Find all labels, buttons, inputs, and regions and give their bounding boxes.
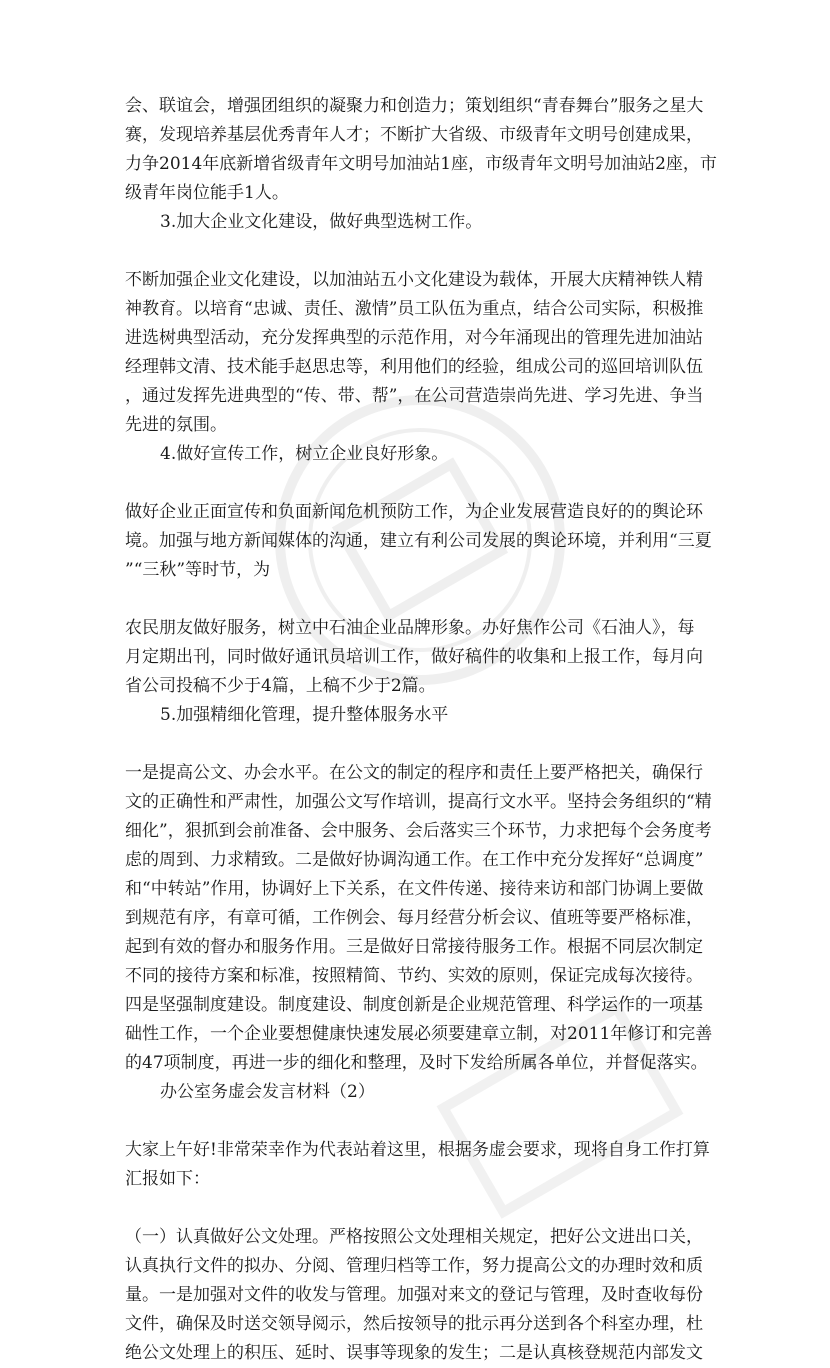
text-line: 四是坚强制度建设。制度建设、制度创新是企业规范管理、科学运作的一项基	[125, 995, 703, 1015]
text-line: 先进的氛围。	[125, 415, 227, 435]
paragraph-gap	[125, 585, 715, 614]
text-line: 文的正确性和严肃性，加强公文写作培训，提高行文水平。坚持会务组织的“精	[125, 792, 712, 812]
text-line: 进选树典型活动，充分发挥典型的示范作用，对今年涌现出的管理先进加油站	[125, 328, 703, 348]
paragraph-gap	[125, 237, 715, 266]
section-heading: 4.做好宣传工作，树立企业良好形象。	[160, 444, 449, 464]
section-heading: 办公室务虚会发言材料（2）	[160, 1082, 375, 1102]
paragraph-gap	[125, 730, 715, 759]
text-line: （一）认真做好公文处理。严格按照公文处理相关规定，把好公文进出口关，	[125, 1227, 703, 1247]
text-line: 不断加强企业文化建设，以加油站五小文化建设为载体，开展大庆精神铁人精	[125, 270, 703, 290]
text-line: 文件，确保及时送交领导阅示，然后按领导的批示再分送到各个科室办理，杜	[125, 1314, 703, 1334]
text-line: 一是提高公文、办会水平。在公文的制定的程序和责任上要严格把关，确保行	[125, 763, 703, 783]
text-line: 认真执行文件的拟办、分阅、管理归档等工作，努力提高公文的办理时效和质	[125, 1256, 703, 1276]
text-line: 会、联谊会，增强团组织的凝聚力和创造力；策划组织“青春舞台”服务之星大	[125, 96, 704, 116]
text-line: 赛，发现培养基层优秀青年人才；不断扩大省级、市级青年文明号创建成果，	[125, 125, 703, 145]
text-line: 农民朋友做好服务，树立中石油企业品牌形象。办好焦作公司《石油人》，每	[125, 618, 695, 638]
text-line: 境。加强与地方新闻媒体的沟通，建立有利公司发展的舆论环境，并利用“三夏	[125, 531, 712, 551]
text-line: 起到有效的督办和服务作用。三是做好日常接待服务工作。根据不同层次制定	[125, 937, 703, 957]
text-line: 的47项制度，再进一步的细化和整理，及时下发给所属各单位，并督促落实。	[125, 1053, 708, 1073]
paragraph-gap	[125, 1107, 715, 1136]
text-line: 经理韩文清、技术能手赵思忠等，利用他们的经验，组成公司的巡回培训队伍	[125, 357, 703, 377]
text-line: 绝公文处理上的积压、延时、误事等现象的发生；二是认真核登规范内部发文	[125, 1343, 703, 1363]
text-line: 大家上午好!非常荣幸作为代表站着这里，根据务虚会要求，现将自身工作打算	[125, 1140, 710, 1160]
text-line: 级青年岗位能手1人。	[125, 183, 289, 203]
text-line: 虑的周到、力求精致。二是做好协调沟通工作。在工作中充分发挥好“总调度”	[125, 850, 704, 870]
paragraph-gap	[125, 469, 715, 498]
document-body	[125, 92, 715, 1368]
section-heading: 5.加强精细化管理，提升整体服务水平	[160, 705, 449, 725]
text-line: 到规范有序，有章可循，工作例会、每月经营分析会议、值班等要严格标准，	[125, 908, 703, 928]
text-line: 细化”，狠抓到会前准备、会中服务、会后落实三个环节，力求把每个会务度考	[125, 821, 712, 841]
text-line: 省公司投稿不少于4篇，上稿不少于2篇。	[125, 676, 436, 696]
text-line: 神教育。以培育“忠诚、责任、激情”员工队伍为重点，结合公司实际，积极推	[125, 299, 704, 319]
section-heading: 3.加大企业文化建设，做好典型选树工作。	[160, 212, 483, 232]
text-line: 做好企业正面宣传和负面新闻危机预防工作，为企业发展营造良好的的舆论环	[125, 502, 703, 522]
paragraph-gap	[125, 1194, 715, 1223]
text-line: 础性工作，一个企业要想健康快速发展必须要建章立制，对2011年修订和完善	[125, 1024, 713, 1044]
text-line: 力争2014年底新增省级青年文明号加油站1座，市级青年文明号加油站2座，市	[125, 154, 717, 174]
text-line: ”“三秋”等时节，为	[125, 560, 271, 580]
text-line: 不同的接待方案和标准，按照精简、节约、实效的原则，保证完成每次接待。	[125, 966, 703, 986]
text-line: 量。一是加强对文件的收发与管理。加强对来文的登记与管理，及时查收每份	[125, 1285, 703, 1305]
text-line: 汇报如下：	[125, 1169, 210, 1189]
text-line: 和“中转站”作用，协调好上下关系，在文件传递、接待来访和部门协调上要做	[125, 879, 704, 899]
text-line: ，通过发挥先进典型的“传、带、帮”，在公司营造崇尚先进、学习先进、争当	[125, 386, 704, 406]
text-line: 月定期出刊，同时做好通讯员培训工作，做好稿件的收集和上报工作，每月向	[125, 647, 703, 667]
